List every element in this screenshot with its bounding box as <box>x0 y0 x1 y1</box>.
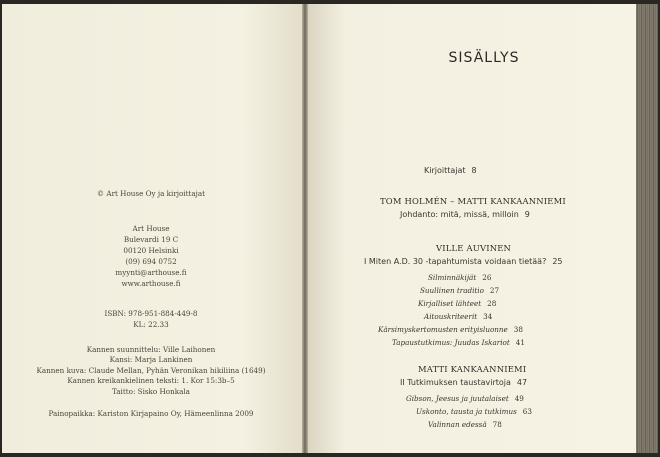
entry-page: 25 <box>552 257 563 266</box>
toc-subentry <box>418 299 496 308</box>
subentry-label: Gibson, Jeesus ja juutalaiset <box>406 394 509 403</box>
toc-entry-kirjoittajat <box>424 166 477 175</box>
credit-line: Taitto: Sisko Honkala <box>112 386 190 396</box>
toc-title: SISÄLLYS <box>448 50 520 66</box>
section-heading: VILLE AUVINEN <box>436 243 512 253</box>
toc-entry-johdanto <box>400 210 530 219</box>
address-line: Bulevardi 19 C <box>123 235 179 244</box>
address-line: (09) 694 0752 <box>125 257 177 266</box>
subentry-label: Silminnäkijät <box>428 273 477 282</box>
credit-line: Kannen kuva: Claude Mellan, Pyhän Veronikan hikiliina (1649) <box>36 365 266 375</box>
toc-subentry <box>392 338 525 347</box>
publisher-address <box>0 223 302 289</box>
toc-subentry <box>378 325 523 334</box>
show-through-shadow <box>98 118 258 168</box>
section-heading: TOM HOLMÉN – MATTI KANKAANNIEMI <box>380 196 566 206</box>
subentry-label: Uskonto, tausta ja tutkimus <box>416 407 517 416</box>
entry-label: I Miten A.D. 30 -tapahtumista voidaan tietää? <box>364 257 547 266</box>
entry-label: Kirjoittajat <box>424 166 466 175</box>
subentry-label: Tapaustutkimus: Juudas Iskariot <box>392 338 510 347</box>
toc-subentry <box>428 273 491 282</box>
entry-page: 9 <box>524 210 530 219</box>
toc-entry-chapter-2 <box>400 378 527 387</box>
toc-subentry <box>424 312 492 321</box>
subentry-page: 41 <box>515 338 525 347</box>
subentry-page: 26 <box>482 273 492 282</box>
toc-subentry <box>420 286 499 295</box>
printing-block <box>0 408 302 419</box>
address-line: 00120 Helsinki <box>123 246 179 255</box>
toc-subentry <box>406 394 524 403</box>
kl-line: KL: 22.33 <box>133 320 169 329</box>
section-heading: MATTI KANKAANNIEMI <box>418 364 527 374</box>
subentry-label: Kärsimyskertomusten erityisluonne <box>378 325 508 334</box>
page-edges <box>636 4 658 453</box>
address-line: Art House <box>132 224 170 233</box>
table-of-contents <box>306 0 636 457</box>
isbn-block <box>0 308 302 330</box>
entry-label: Johdanto: mitä, missä, milloin <box>400 210 519 219</box>
printing-line: Painopaikka: Kariston Kirjapaino Oy, Hämeenlinna 2009 <box>48 409 254 418</box>
subentry-label: Aitouskriteerit <box>424 312 478 321</box>
address-line: www.arthouse.fi <box>121 279 181 288</box>
credits-block <box>0 345 302 397</box>
subentry-label: Suullinen traditio <box>420 286 484 295</box>
subentry-page: 63 <box>522 407 532 416</box>
subentry-page: 49 <box>514 394 524 403</box>
toc-subentry <box>428 420 502 429</box>
copyright-block <box>0 188 302 199</box>
copyright-line: © Art House Oy ja kirjoittajat <box>96 189 206 198</box>
subentry-label: Valinnan edessä <box>428 420 487 429</box>
address-line: myynti@arthouse.fi <box>115 268 187 277</box>
subentry-page: 34 <box>483 312 493 321</box>
isbn-line: ISBN: 978-951-884-449-8 <box>104 309 198 318</box>
toc-subentry <box>416 407 532 416</box>
toc-entry-chapter-1 <box>364 257 563 266</box>
entry-page: 8 <box>471 166 477 175</box>
credit-line: Kansi: Marja Lankinen <box>109 355 193 365</box>
subentry-page: 78 <box>492 420 502 429</box>
subentry-page: 38 <box>513 325 523 334</box>
credit-line: Kannen kreikankielinen teksti: 1. Kor 15:3b–5 <box>67 376 235 386</box>
subentry-page: 28 <box>487 299 497 308</box>
entry-label: II Tutkimuksen taustavirtoja <box>400 378 511 387</box>
subentry-label: Kirjalliset lähteet <box>418 299 482 308</box>
subentry-page: 27 <box>489 286 500 295</box>
credit-line: Kannen suunnittelu: Ville Laihonen <box>86 345 216 354</box>
entry-page: 47 <box>516 378 528 387</box>
